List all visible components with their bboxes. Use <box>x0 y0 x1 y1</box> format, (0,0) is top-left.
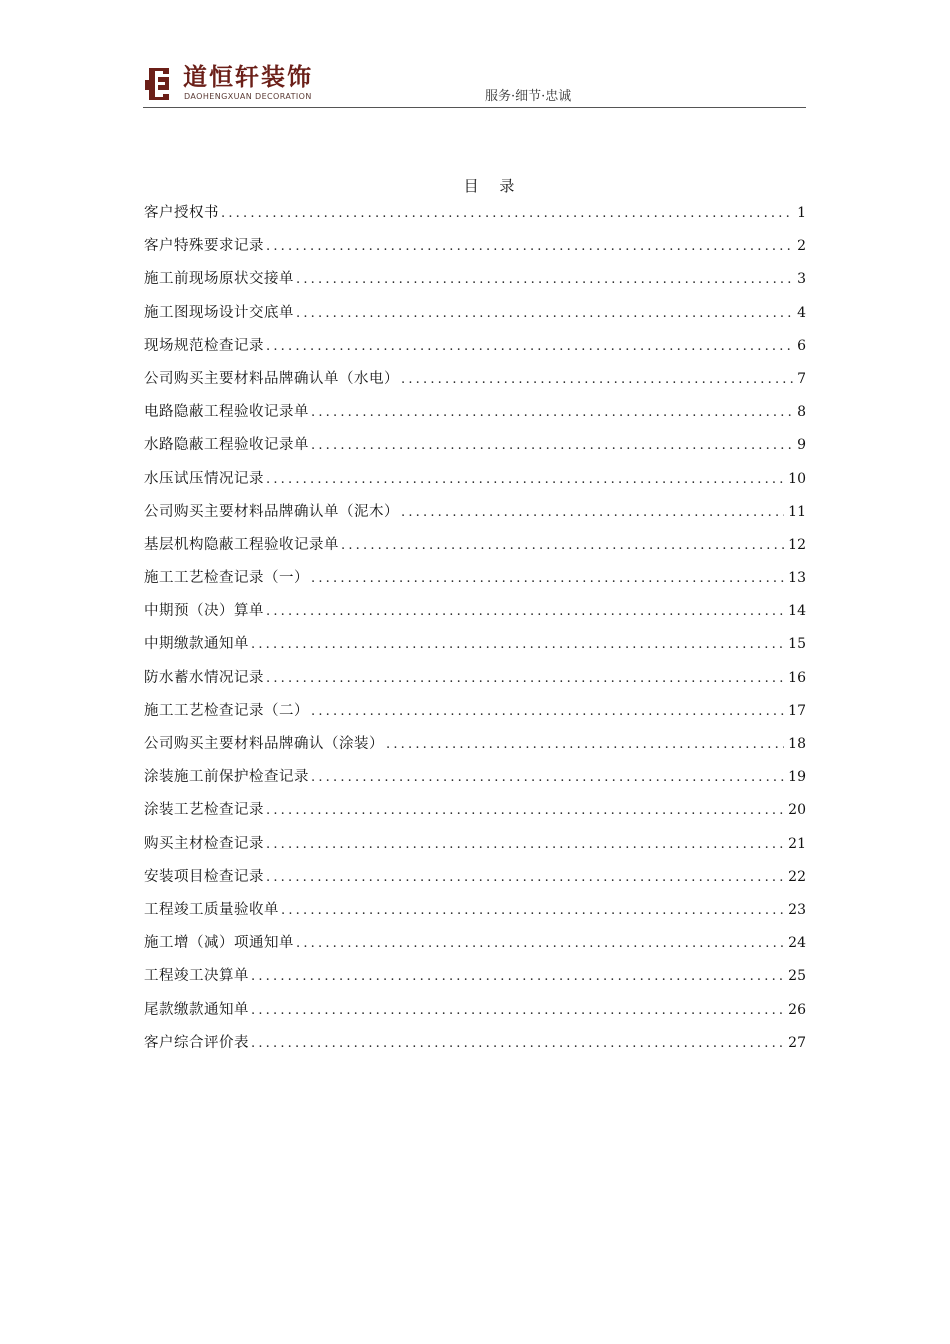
toc-entry-page-number: 22 <box>788 868 806 885</box>
toc-entry[interactable] <box>144 797 806 830</box>
toc-dot-leader <box>386 732 784 758</box>
toc-dot-leader <box>401 367 793 393</box>
toc-dot-leader <box>266 467 784 493</box>
toc-entry-label: 电路隐蔽工程验收记录单 <box>144 404 309 421</box>
company-name: 道恒轩装饰 <box>183 63 313 91</box>
toc-entry-page-number: 1 <box>797 205 806 221</box>
header-divider <box>143 107 806 108</box>
toc-entry-label: 中期预（决）算单 <box>144 603 264 620</box>
toc-entry-page-number: 16 <box>788 669 806 686</box>
toc-entry-page-number: 19 <box>788 769 806 786</box>
toc-entry-label: 客户授权书 <box>144 205 219 221</box>
toc-entry[interactable] <box>144 1030 806 1063</box>
toc-entry[interactable] <box>144 598 806 631</box>
toc-dot-leader <box>296 931 784 957</box>
toc-entry-page-number: 2 <box>797 238 806 255</box>
toc-entry-page-number: 3 <box>797 271 806 288</box>
table-of-contents <box>144 200 806 1063</box>
toc-entry-page-number: 17 <box>788 702 806 719</box>
toc-dot-leader <box>296 301 793 327</box>
toc-entry-label: 客户特殊要求记录 <box>144 238 264 255</box>
toc-entry-page-number: 20 <box>788 802 806 819</box>
toc-entry[interactable] <box>144 698 806 731</box>
toc-entry[interactable] <box>144 333 806 366</box>
toc-entry-page-number: 12 <box>788 536 806 553</box>
toc-entry[interactable] <box>144 399 806 432</box>
header-tagline: 服务·细节·忠诚 <box>485 89 572 104</box>
toc-entry-page-number: 23 <box>788 901 806 918</box>
toc-entry-page-number: 27 <box>788 1034 806 1051</box>
toc-entry-page-number: 9 <box>797 437 806 454</box>
toc-entry[interactable] <box>144 930 806 963</box>
toc-entry-label: 施工工艺检查记录（一） <box>144 570 309 587</box>
toc-entry-label: 防水蓄水情况记录 <box>144 669 264 686</box>
toc-entry[interactable] <box>144 897 806 930</box>
toc-entry-label: 安装项目检查记录 <box>144 868 264 885</box>
toc-entry[interactable] <box>144 864 806 897</box>
toc-entry-label: 工程竣工决算单 <box>144 968 249 985</box>
toc-dot-leader <box>251 964 784 990</box>
toc-dot-leader <box>266 334 793 360</box>
toc-dot-leader <box>251 998 784 1024</box>
toc-entry-page-number: 13 <box>788 570 806 587</box>
toc-dot-leader <box>311 765 784 791</box>
toc-entry-label: 客户综合评价表 <box>144 1034 249 1051</box>
toc-entry[interactable] <box>144 432 806 465</box>
toc-entry-label: 尾款缴款通知单 <box>144 1001 249 1018</box>
toc-entry[interactable] <box>144 565 806 598</box>
toc-entry[interactable] <box>144 532 806 565</box>
toc-entry-page-number: 24 <box>788 935 806 952</box>
toc-dot-leader <box>296 267 793 293</box>
toc-entry-label: 水压试压情况记录 <box>144 470 264 487</box>
toc-title: 目 录 <box>463 177 523 195</box>
toc-entry[interactable] <box>144 200 806 233</box>
toc-dot-leader <box>266 798 784 824</box>
toc-entry-page-number: 14 <box>788 603 806 620</box>
toc-dot-leader <box>266 832 784 858</box>
toc-entry-label: 公司购买主要材料品牌确认单（水电） <box>144 370 399 387</box>
toc-entry-label: 工程竣工质量验收单 <box>144 901 279 918</box>
toc-entry[interactable] <box>144 300 806 333</box>
toc-entry-label: 公司购买主要材料品牌确认单（泥木） <box>144 503 399 520</box>
toc-entry[interactable] <box>144 665 806 698</box>
toc-entry-label: 涂装工艺检查记录 <box>144 802 264 819</box>
toc-entry-label: 基层机构隐蔽工程验收记录单 <box>144 536 339 553</box>
toc-entry[interactable] <box>144 731 806 764</box>
company-logo-icon <box>143 66 175 102</box>
toc-entry-page-number: 18 <box>788 736 806 752</box>
toc-dot-leader <box>266 666 784 692</box>
toc-entry[interactable] <box>144 366 806 399</box>
toc-dot-leader <box>251 1031 784 1057</box>
toc-entry-page-number: 11 <box>788 503 806 520</box>
company-name-english: DAOHENGXUAN DECORATION <box>184 92 312 101</box>
toc-entry-page-number: 6 <box>797 337 806 354</box>
toc-entry[interactable] <box>144 831 806 864</box>
page-header <box>143 62 806 108</box>
toc-dot-leader <box>311 400 793 426</box>
toc-entry-label: 施工工艺检查记录（二） <box>144 702 309 719</box>
toc-entry-page-number: 26 <box>788 1001 806 1018</box>
toc-entry[interactable] <box>144 997 806 1030</box>
toc-entry-label: 购买主材检查记录 <box>144 835 264 852</box>
toc-entry-label: 施工前现场原状交接单 <box>144 271 294 288</box>
toc-dot-leader <box>221 201 793 227</box>
toc-entry-label: 中期缴款通知单 <box>144 636 249 653</box>
toc-entry-label: 涂装施工前保护检查记录 <box>144 769 309 786</box>
toc-entry[interactable] <box>144 266 806 299</box>
toc-entry-label: 施工图现场设计交底单 <box>144 304 294 321</box>
toc-entry[interactable] <box>144 466 806 499</box>
toc-entry-page-number: 7 <box>797 370 806 387</box>
toc-entry[interactable] <box>144 233 806 266</box>
toc-entry-label: 施工增（减）项通知单 <box>144 935 294 952</box>
toc-dot-leader <box>341 533 784 559</box>
toc-entry[interactable] <box>144 764 806 797</box>
toc-dot-leader <box>266 599 784 625</box>
toc-dot-leader <box>251 632 784 658</box>
toc-dot-leader <box>311 433 793 459</box>
toc-dot-leader <box>266 234 793 260</box>
toc-entry-label: 水路隐蔽工程验收记录单 <box>144 437 309 454</box>
toc-entry[interactable] <box>144 963 806 996</box>
toc-entry-page-number: 4 <box>797 304 806 321</box>
toc-entry[interactable] <box>144 499 806 532</box>
toc-entry[interactable] <box>144 631 806 664</box>
toc-dot-leader <box>401 500 784 526</box>
toc-dot-leader <box>311 699 784 725</box>
toc-entry-page-number: 15 <box>788 636 806 653</box>
toc-dot-leader <box>266 865 784 891</box>
toc-entry-page-number: 25 <box>788 968 806 985</box>
toc-entry-label: 现场规范检查记录 <box>144 337 264 354</box>
toc-entry-page-number: 10 <box>788 470 806 487</box>
toc-entry-page-number: 8 <box>797 404 806 421</box>
toc-dot-leader <box>281 898 784 924</box>
toc-entry-label: 公司购买主要材料品牌确认（涂装） <box>144 736 384 752</box>
toc-entry-page-number: 21 <box>788 835 806 852</box>
toc-dot-leader <box>311 566 784 592</box>
